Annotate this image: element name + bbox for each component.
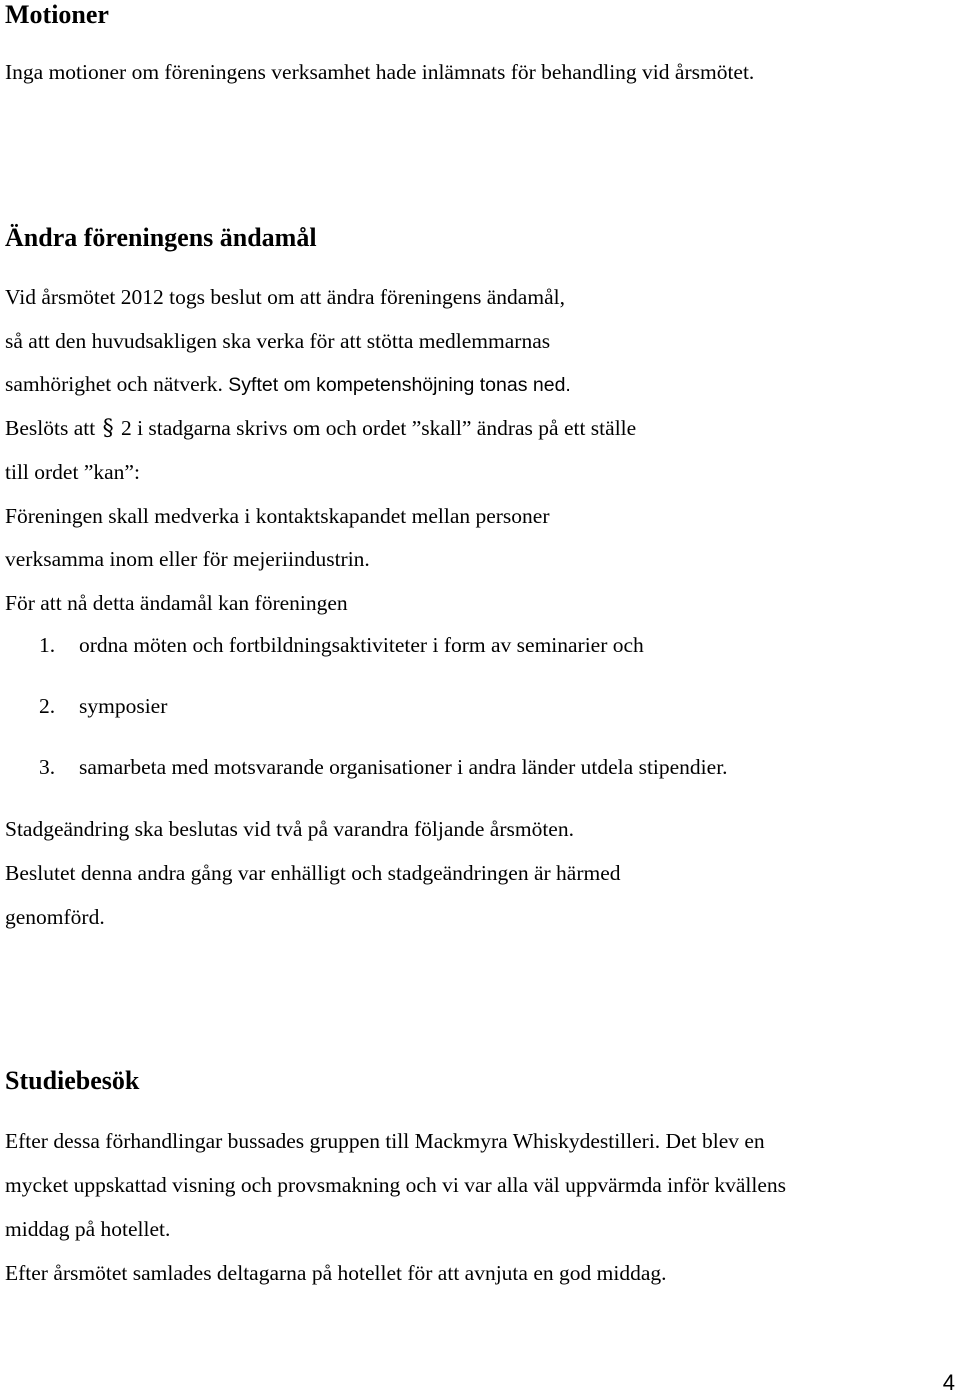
heading-studiebesok: Studiebesök <box>5 1066 140 1095</box>
motioner-text: Inga motioner om föreningens verksamhet hade inlämnats för behandling vid årsmötet. <box>5 60 755 84</box>
list-item <box>0 693 960 719</box>
andamal-line-5: till ordet ”kan”: <box>5 460 140 484</box>
andamal-line-3-serif: samhörighet och nätverk. <box>5 372 229 396</box>
andamal-line-1: Vid årsmötet 2012 togs beslut om att ändra föreningens ändamål, <box>5 285 565 309</box>
list-item-text: samarbeta med motsvarande organisationer i andra länder utdela stipendier. <box>79 755 728 779</box>
list-item-text: symposier <box>79 694 168 718</box>
section-sign: § <box>102 416 114 441</box>
andamal-line-4 <box>5 415 636 442</box>
andamal-line-4-start: Beslöts att <box>5 416 101 440</box>
list-item-number: 2. <box>39 694 56 718</box>
andamal-line-3 <box>5 371 571 398</box>
andamal-after-3: genomförd. <box>5 905 105 929</box>
andamal-line-7: verksamma inom eller för mejeriindustrin. <box>5 547 370 571</box>
andamal-line-3-sans: Syftet om kompetenshöjning tonas ned. <box>228 374 571 396</box>
list-item <box>0 632 960 658</box>
andamal-after-1: Stadgeändring ska beslutas vid två på varandra följande årsmöten. <box>5 817 574 841</box>
heading-andra-foreningens-andamal: Ändra föreningens ändamål <box>5 223 317 252</box>
studiebesok-line-2: mycket uppskattad visning och provsmakning och vi var alla väl uppvärmda inför kvällens <box>5 1173 786 1197</box>
list-item-text: ordna möten och fortbildningsaktiviteter i form av seminarier och <box>79 633 644 657</box>
studiebesok-line-3: middag på hotellet. <box>5 1217 171 1241</box>
studiebesok-line-1: Efter dessa förhandlingar bussades gruppen till Mackmyra Whiskydestilleri. Det blev en <box>5 1129 765 1153</box>
andamal-after-2: Beslutet denna andra gång var enhälligt och stadgeändringen är härmed <box>5 861 621 885</box>
studiebesok-line-4: Efter årsmötet samlades deltagarna på hotellet för att avnjuta en god middag. <box>5 1261 667 1285</box>
list-item-number: 3. <box>39 755 56 779</box>
andamal-line-6: Föreningen skall medverka i kontaktskapandet mellan personer <box>5 504 550 528</box>
andamal-line-8: För att nå detta ändamål kan föreningen <box>5 591 348 615</box>
andamal-line-2: så att den huvudsakligen ska verka för att stötta medlemmarnas <box>5 329 551 353</box>
andamal-line-4-end: 2 i stadgarna skrivs om och ordet ”skall” ändras på ett ställe <box>115 416 637 440</box>
list-item <box>0 754 960 780</box>
heading-motioner: Motioner <box>5 0 109 29</box>
list-item-number: 1. <box>39 633 56 657</box>
page-number: 4 <box>942 1370 955 1395</box>
